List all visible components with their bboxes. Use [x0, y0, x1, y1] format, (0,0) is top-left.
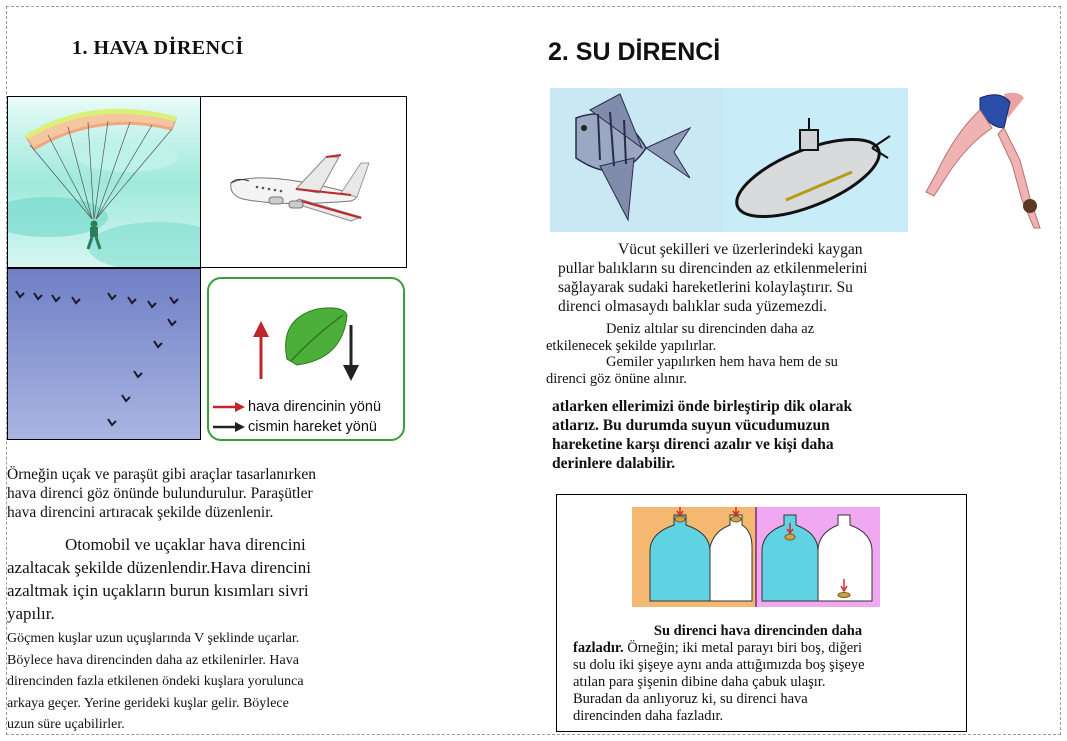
bottle-experiment-text: Su direnci hava direncinden daha fazladır. Örneğin; iki metal parayı biri boş, diğeri su dolu iki şişeye aynı anda attığımızda boş şişeye atılan para şişenin dibine daha çabuk ulaşır. Buradan da anlıyoruz ki, su direnci hava direncinden daha fazladır. — [573, 623, 865, 724]
water-resistance-title: 2. SU DİRENCİ — [548, 38, 721, 66]
water-paragraph-1: Vücut şekilleri ve üzerlerindeki kaygan pullar balıkların su direncinden az etkilenmelerini sağlayarak sudaki hareketlerini kolaylaştırır. Su direnci olmasaydı balıklar suda yüzemezdi. — [558, 241, 868, 315]
fish-image — [550, 88, 722, 232]
water-paragraph-4: atlarken ellerimizi önde birleştirip dik olarak atlarız. Bu durumda suyun vücudumuzun hareketine karşı direnci azalır ve kişi daha derinlere dalabilir. — [552, 398, 853, 472]
air-resistance-title: 1. HAVA DİRENCİ — [72, 37, 244, 59]
airplane-image — [200, 96, 407, 268]
legend-motion-direction: cismin hareket yönü — [213, 419, 377, 435]
air-paragraph-1: Örneğin uçak ve paraşüt gibi araçlar tasarlanırken hava direnci göz önünde bulundurulur. Paraşütler hava direncini artıracak şekilde düzenlenir. — [7, 466, 316, 521]
submarine-image — [722, 88, 908, 232]
leaf-icon — [247, 299, 367, 389]
migrating-birds-image — [7, 268, 201, 440]
diver-image — [908, 88, 1054, 232]
air-paragraph-2: Otomobil ve uçaklar hava direncini azaltacak şekilde düzenlendir.Hava direncini azaltmak için uçakların burun kısımları sivri yapılır. — [7, 535, 311, 623]
water-paragraph-2: Deniz altılar su direncinden daha az etkilenecek şekilde yapılırlar. Gemiler yapılırken hem hava hem de su direnci göz önüne alınır. — [546, 321, 838, 387]
air-paragraph-3: Göçmen kuşlar uzun uçuşlarında V şeklinde uçarlar. Böylece hava direncinden daha az etkilenirler. Hava direncinden fazla etkilenen öndeki kuşlara yorulunca arkaya geçer. Yerine gerideki kuşlar gelir. Böylece uzun süre uçabilirler. — [7, 631, 304, 732]
parachute-image — [7, 96, 201, 268]
resistance-legend-panel — [207, 277, 405, 441]
legend-air-resistance: hava direncinin yönü — [213, 399, 381, 415]
bottle-experiment-box — [556, 494, 967, 732]
bottle-experiment-illustration — [632, 507, 880, 607]
